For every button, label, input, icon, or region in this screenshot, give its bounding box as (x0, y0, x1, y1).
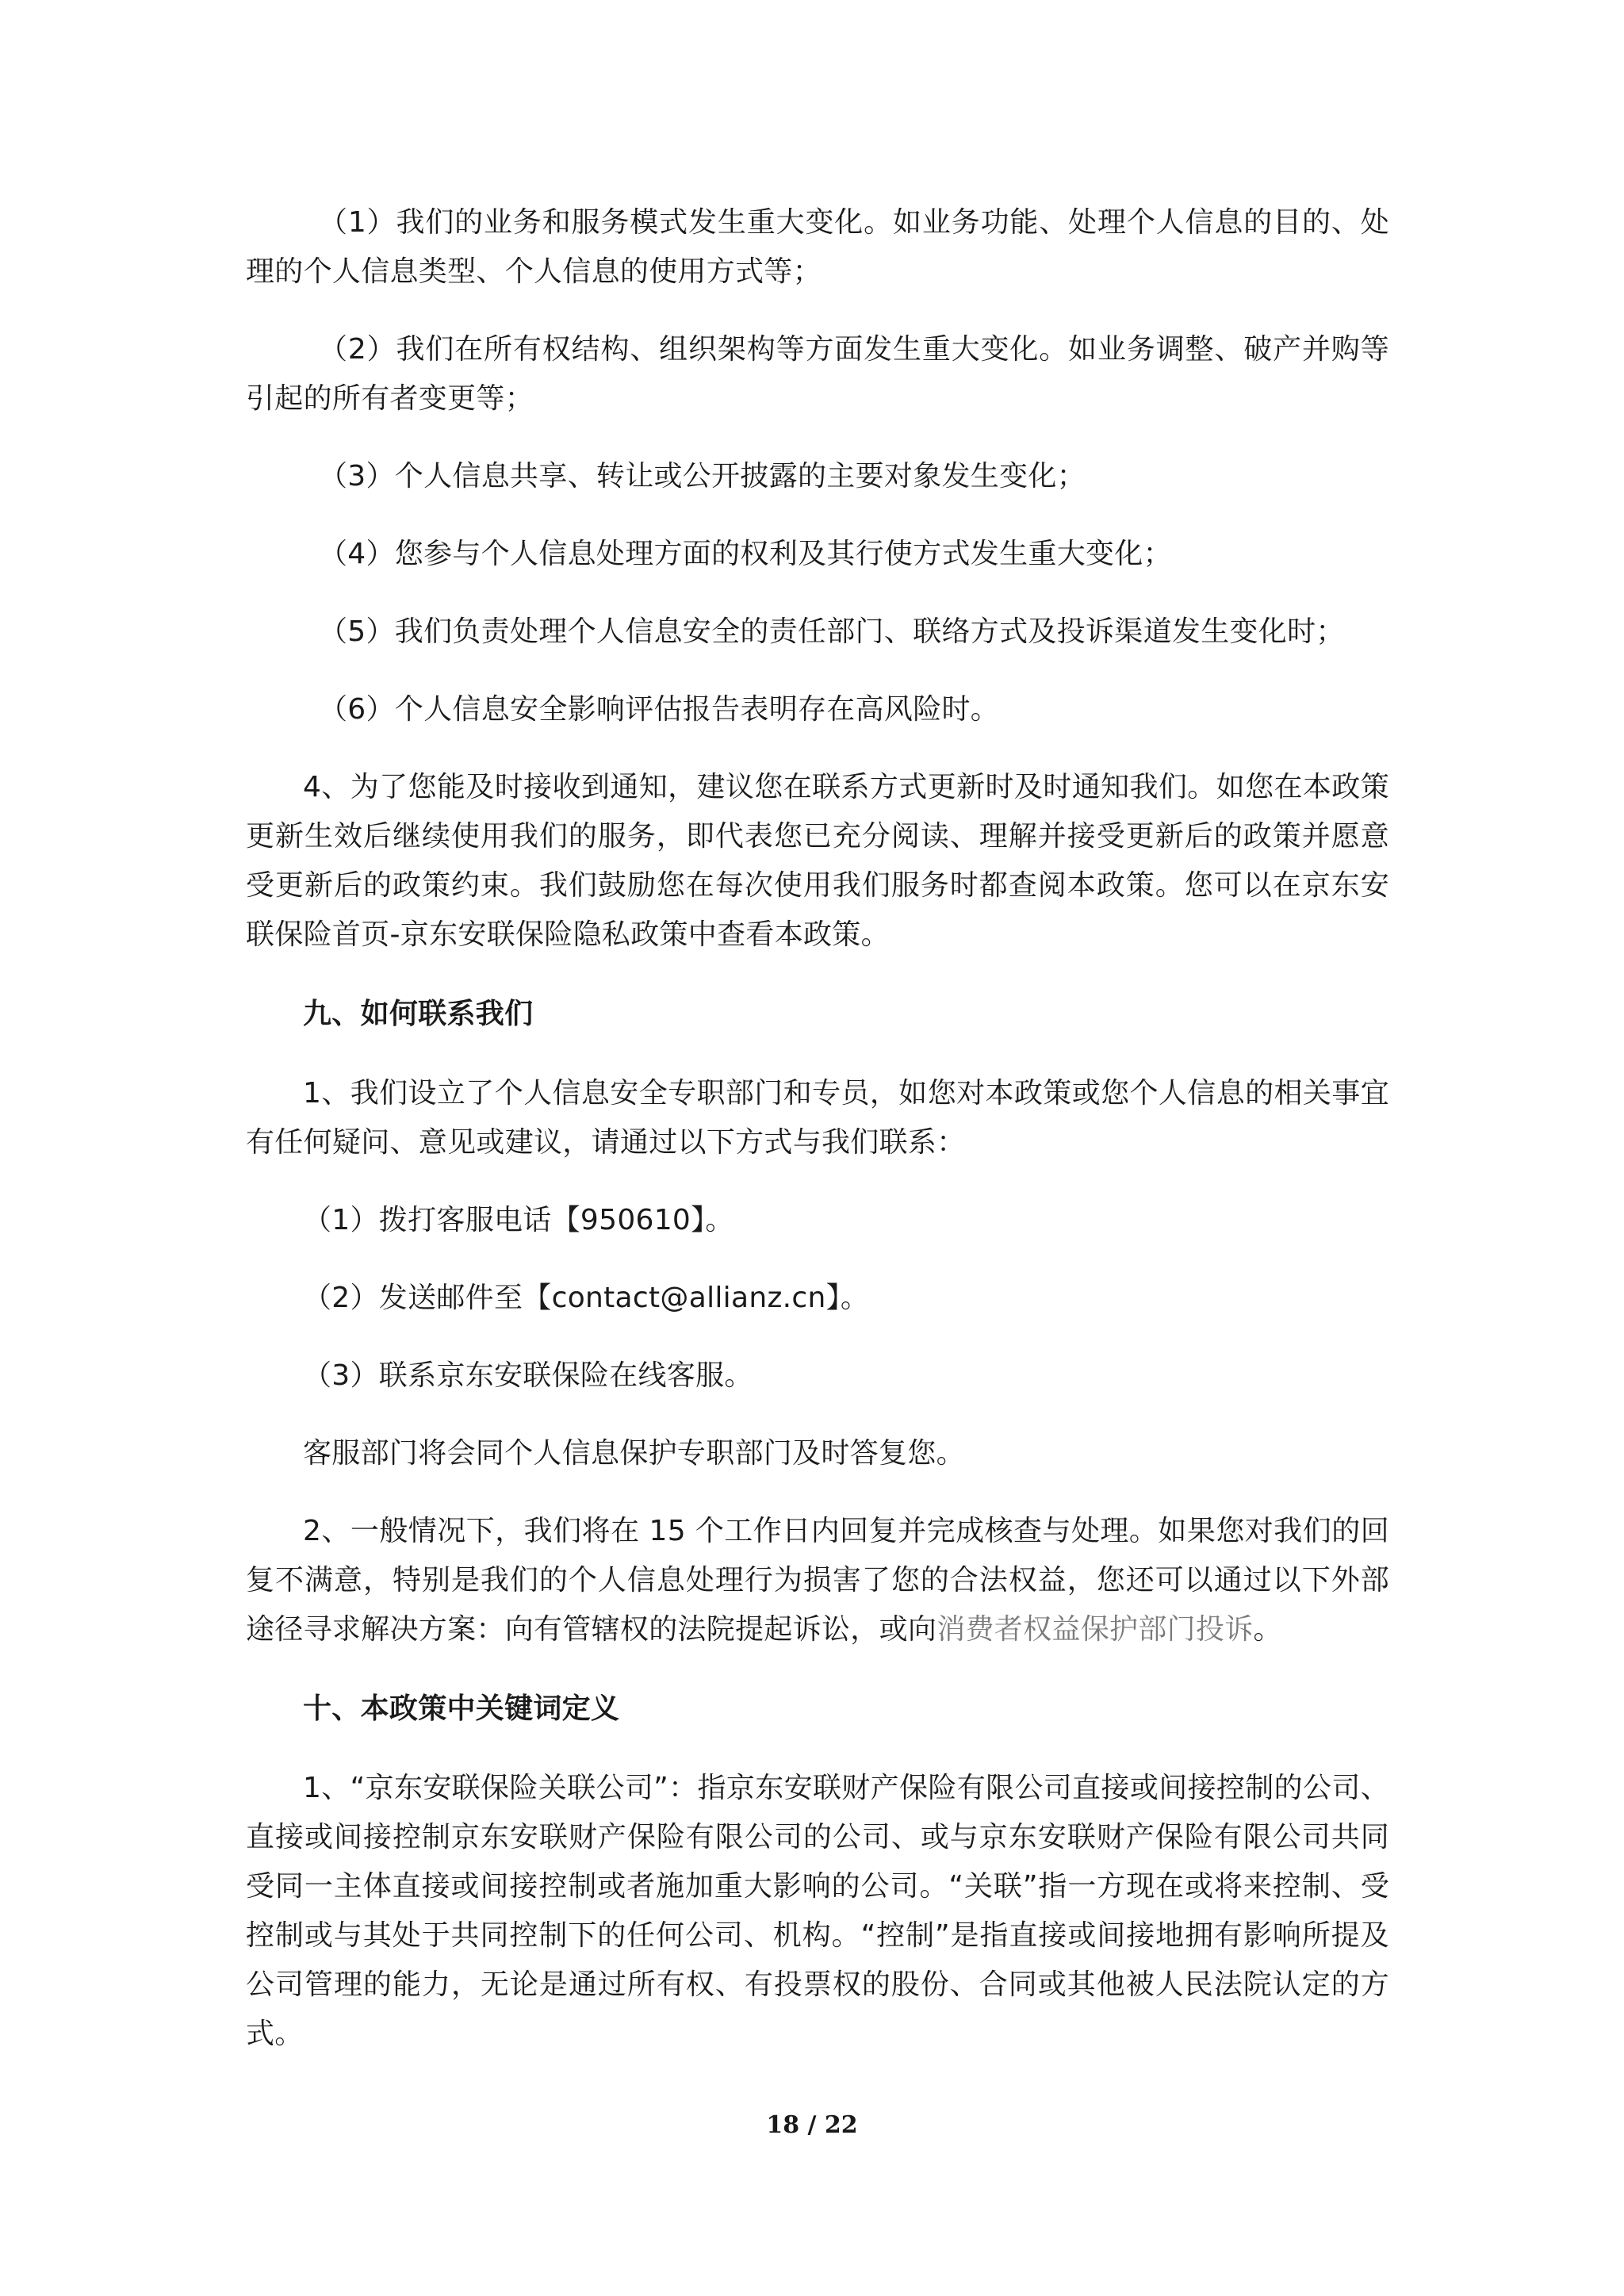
list-item: （2）我们在所有权结构、组织架构等方面发生重大变化。如业务调整、破产并购等引起的所有者变更等； (246, 333, 1389, 415)
paragraph-contact-intro: 1、我们设立了个人信息安全专职部门和专员，如您对本政策或您个人信息的相关事宜有任何疑问、意见或建议，请通过以下方式与我们联系： (246, 1077, 1389, 1159)
list-item: （3）个人信息共享、转让或公开披露的主要对象发生变化； (319, 460, 1086, 493)
paragraph-definition-affiliate: 1、“京东安联保险关联公司”：指京东安联财产保险有限公司直接或间接控制的公司、直接或间接控制京东安联财产保险有限公司的公司、或与京东安联财产保险有限公司共同受同一主体直接或间接控制或者施加重大影响的公司。“关联”指一方现在或将来控制、受控制或与其处于共同控制下的任何公司、机构。“控制”是指直接或间接地拥有影响所提及公司管理的能力，无论是通过所有权、有投票权的股份、合同或其他被人民法院认定的方式。 (246, 1772, 1389, 2050)
complaint-text: 2、一般情况下，我们将在 15 个工作日内回复并完成核查与处理。如果您对我们的回复不满意，特别是我们的个人信息处理行为损害了您的合法权益，您还可以通过以下外部途径寻求解决方案：向有管辖权的法院提起诉讼，或向 (246, 1515, 1389, 1646)
contact-phone: （1）拨打客服电话【950610】。 (303, 1204, 734, 1236)
consumer-protection-link[interactable]: 消费者权益保护部门投诉 (936, 1613, 1254, 1646)
contact-online: （3）联系京东安联保险在线客服。 (303, 1359, 753, 1392)
contact-email: （2）发送邮件至【contact@allianz.cn】。 (303, 1282, 870, 1314)
paragraph-reply-note: 客服部门将会同个人信息保护专职部门及时答复您。 (303, 1437, 965, 1470)
list-item: （1）我们的业务和服务模式发生重大变化。如业务功能、处理个人信息的目的、处理的个人信息类型、个人信息的使用方式等； (246, 206, 1389, 288)
section-heading-definitions: 十、本政策中关键词定义 (303, 1692, 620, 1725)
list-item: （4）您参与个人信息处理方面的权利及其行使方式发生重大变化； (319, 538, 1172, 570)
page-content (246, 198, 1389, 2059)
list-item: （6）个人信息安全影响评估报告表明存在高风险时。 (319, 693, 1000, 726)
paragraph-update-notice: 4、为了您能及时接收到通知，建议您在联系方式更新时及时通知我们。如您在本政策更新生效后继续使用我们的服务，即代表您已充分阅读、理解并接受更新后的政策并愿意受更新后的政策约束。我们鼓励您在每次使用我们服务时都查阅本政策。您可以在京东安联保险首页-京东安联保险隐私政策中查看本政策。 (246, 771, 1389, 951)
list-item: （5）我们负责处理个人信息安全的责任部门、联络方式及投诉渠道发生变化时； (319, 615, 1345, 648)
page-number: 18 / 22 (766, 2111, 858, 2139)
paragraph-complaint (246, 1507, 1389, 1654)
complaint-end: 。 (1253, 1613, 1282, 1646)
section-heading-contact: 九、如何联系我们 (303, 998, 534, 1030)
